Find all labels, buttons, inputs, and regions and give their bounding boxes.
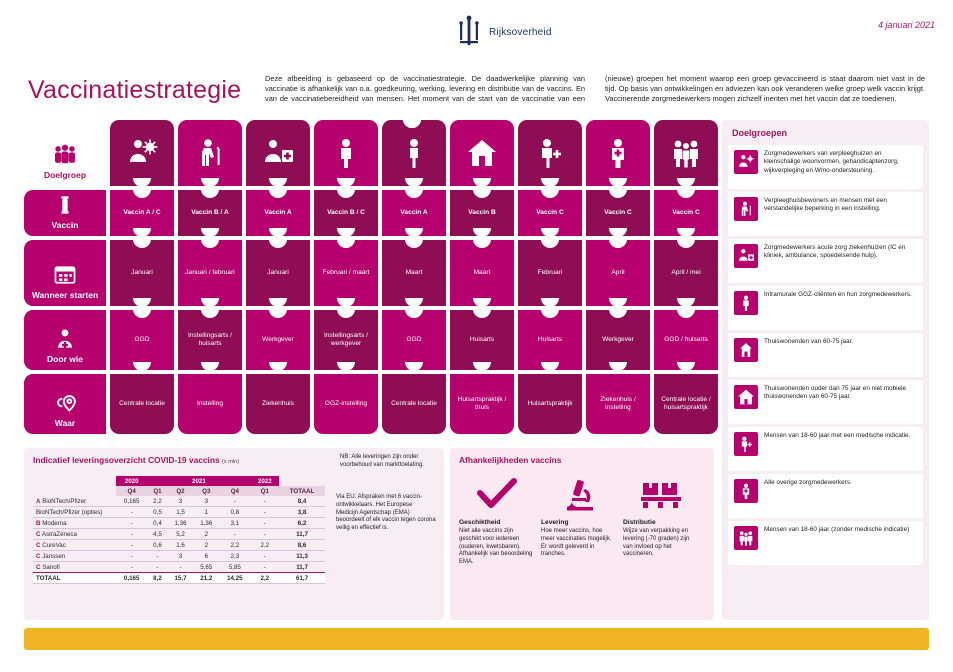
cell: 1,5 — [176, 508, 185, 516]
cell-total: 61,7 — [279, 573, 325, 584]
leveringen-note: NB: Alle leveringen zijn onder voorbehoud van markttoelating. — [340, 454, 425, 468]
cell: 3 — [178, 497, 183, 505]
doelgroep-text: Zorgmedewerkers van verpleeghuizen en kleinschalige woonvormen, gehandicaptenzorg, wijkverpleging en Wmo-ondersteuning. — [764, 150, 899, 174]
cell: 2,2 — [251, 573, 280, 584]
row-label-text: Door wie — [47, 354, 83, 364]
cell: - — [263, 552, 266, 560]
cell: - — [263, 497, 266, 505]
cell: - — [130, 541, 133, 549]
cell-text: Vaccin B — [468, 209, 496, 217]
row-name: BioNTech/Pfizer (opties) — [36, 508, 103, 516]
cell: 1,36 — [200, 519, 213, 527]
row-name: CureVac — [42, 541, 66, 549]
cell: 3 — [204, 497, 209, 505]
year-header: 2021 — [147, 476, 250, 486]
cell: 4,5 — [153, 530, 162, 538]
waar-cell — [246, 374, 310, 434]
row-label-text: Vaccin — [51, 220, 79, 230]
person-medical-icon — [533, 136, 567, 170]
cell: - — [130, 552, 133, 560]
cell-total: 11,7 — [296, 563, 308, 571]
vaccin-cell — [110, 190, 174, 236]
rijksoverheid-logo — [455, 14, 575, 50]
row-name: AstraZeneca — [41, 530, 77, 538]
cell-total: 8,4 — [297, 497, 307, 505]
row-tag: C — [36, 563, 41, 571]
afhankelijkheid-item — [623, 471, 699, 567]
wanneer-cell — [246, 240, 310, 306]
row-name: BioNTech/Pfizer — [42, 497, 87, 505]
matrix-column — [654, 120, 718, 434]
cell-text: Januari — [267, 269, 289, 277]
doelgroep-text: Thuiswonenden van 60-75 jaar. — [764, 338, 854, 345]
cell-text: Centrale locatie — [391, 400, 437, 408]
doelgroep-item — [728, 474, 923, 518]
doelgroep-text: Alle overige zorgmedewerkers. — [764, 479, 852, 486]
cell-text: Maart — [473, 269, 491, 277]
intro-paragraph: Deze afbeelding is gebaseerd op de vaccinatiestrategie. De daadwerkelijke planning van vaccinatie is afhankelijk van o.a. goedkeuring, werking, levering en distributie van de vaccins. En van de vaccinatiebereidheid van mensen. Het moment van de start van de vaccinatie van een (nieuwe) groepen het moment waarop een groep gevaccineerd is staat daarom niet vast in de tijd. Op basis van ontwikkelingen en adviezen kan ook veranderen welke groep welk vaccin krijgt. Vaccinerende zorgmedewerkers mogen zichzelf inenten met het vaccin dat ze toedienen. — [265, 74, 925, 104]
cell: 8,2 — [147, 573, 167, 584]
nurse-hospital-icon — [261, 136, 295, 170]
cell: 3,1 — [230, 519, 240, 527]
cell: - — [130, 519, 133, 527]
total-header: TOTAAL — [279, 486, 325, 496]
doelgroep-item — [728, 239, 923, 283]
row-name: Moderna — [42, 519, 67, 527]
matrix-column — [382, 120, 446, 434]
vaccin-cell — [314, 190, 378, 236]
pallet-box-icon — [623, 471, 699, 517]
leveringen-side-note: Via EU: Afspraken met 6 vaccin-ontwikkelaars. Het Europese Medicijn Agentschap (EMA) beoordeelt of elk vaccin tegen corona veilig en effectief is. — [336, 494, 436, 532]
cell-text: Vaccin A / C — [123, 209, 161, 217]
leveringen-table — [33, 476, 325, 584]
table-row — [33, 551, 325, 562]
nurse-virus-icon — [734, 150, 758, 174]
leveringen-title-sub: (x mln) — [221, 459, 240, 465]
gov-logo-text: Rijksoverheid — [489, 26, 552, 38]
vaccin-cell — [518, 190, 582, 236]
quarter-header: Q1 — [147, 486, 167, 496]
doelgroep-text: Thuiswonenden ouder dan 75 jaar en niet mobiele thuiswonenden van 60-75 jaar. — [764, 385, 907, 401]
people-group-icon — [734, 526, 758, 550]
waar-cell — [518, 374, 582, 434]
row-tag: A — [36, 497, 41, 505]
doelgroep-text: Zorgmedewerkers acute zorg ziekenhuizen (IC en kliniek, ambulance, spoedeisende hulp). — [764, 244, 906, 260]
nurse-virus-icon — [125, 136, 159, 170]
doelgroep-item — [728, 286, 923, 330]
person-standing-icon — [397, 136, 431, 170]
row-label-doelgroep — [24, 120, 106, 186]
row-label-text: Doelgroep — [43, 170, 87, 180]
matrix-column — [178, 120, 242, 434]
waar-cell — [110, 374, 174, 434]
total-label: TOTAAL — [33, 573, 116, 584]
afhankelijkheid-item — [541, 471, 617, 567]
column-icon-cell — [654, 120, 718, 186]
table-row — [33, 518, 325, 529]
publication-date: 4 januari 2021 — [877, 20, 935, 30]
doelgroep-text: Intramurale GGZ-cliënten en hun zorgmedewerkers. — [764, 291, 912, 298]
vaccin-cell — [178, 190, 242, 236]
row-label-text: Wanneer starten — [31, 290, 99, 300]
cell: 0,165 — [123, 497, 140, 505]
cell: - — [156, 552, 159, 560]
person-ggz-icon — [734, 291, 758, 315]
leveringen-panel — [24, 448, 444, 620]
cell-text: Werkgever — [602, 336, 634, 344]
cell-text: Januari — [131, 269, 153, 277]
doelgroep-text: Mensen van 18-60 jaar met een medische indicatie. — [764, 432, 911, 439]
row-tag: C — [36, 530, 41, 538]
matrix-column — [586, 120, 650, 434]
matrix-columns — [110, 120, 714, 434]
column-icon-cell — [314, 120, 378, 186]
row-tag: B — [36, 519, 41, 527]
waar-cell — [314, 374, 378, 434]
matrix-column — [314, 120, 378, 434]
doelgroep-item — [728, 192, 923, 236]
vaccin-cell — [382, 190, 446, 236]
vaccin-cell — [246, 190, 310, 236]
footer-bar — [24, 628, 929, 650]
cell: 1 — [204, 508, 209, 516]
cell-text: Vaccin A — [264, 209, 292, 217]
page-title: Vaccinatiestrategie — [28, 76, 242, 104]
doelgroep-item — [728, 145, 923, 189]
column-icon-cell — [450, 120, 514, 186]
row-label-doorwie — [24, 310, 106, 370]
cell: - — [263, 508, 266, 516]
cell: 0,165 — [116, 573, 147, 584]
waar-cell — [382, 374, 446, 434]
doelgroepen-panel — [722, 120, 929, 620]
table-total-row — [33, 573, 325, 584]
elderly-cane-icon — [193, 136, 227, 170]
care-worker-icon — [734, 479, 758, 503]
waar-cell — [178, 374, 242, 434]
matrix-column — [246, 120, 310, 434]
cell-text: Centrale locatie — [119, 400, 165, 408]
doorwie-cell — [178, 310, 242, 370]
care-worker-icon — [601, 136, 635, 170]
cell: 2,2 — [153, 497, 162, 505]
doctor-icon — [52, 327, 78, 351]
cell: 21,2 — [193, 573, 219, 584]
quarter-header: Q2 — [168, 486, 194, 496]
cell-total: 8,6 — [297, 541, 307, 549]
cell: - — [179, 563, 182, 571]
afhankelijkheden-title: Afhankelijkheden vaccins — [459, 455, 562, 465]
cell-text: Vaccin A — [400, 209, 428, 217]
cell: 2,3 — [230, 552, 240, 560]
cell-text: Instelling — [196, 400, 224, 408]
wanneer-cell — [382, 240, 446, 306]
cell-text: Huisartspraktijk / thuis — [457, 396, 507, 411]
cell-total: 3,8 — [297, 508, 307, 516]
cell: 1,36 — [174, 519, 187, 527]
waar-cell — [586, 374, 650, 434]
cell-text: Vaccin B / C — [327, 209, 365, 217]
year-header: 2022 — [251, 476, 280, 486]
doelgroep-text: Verpleeghuisbewoners en mensen met een verstandelijke beperking in een instelling. — [764, 197, 887, 213]
vaccin-cell — [586, 190, 650, 236]
column-icon-cell — [246, 120, 310, 186]
cell-text: Instellingsarts / huisarts — [188, 332, 232, 347]
cell-text: Huisarts — [537, 336, 563, 344]
table-row — [33, 507, 325, 518]
quarter-header: Q1 — [251, 486, 280, 496]
people-group-icon — [669, 136, 703, 170]
person-standing-icon — [734, 338, 758, 362]
quarter-header: Q3 — [193, 486, 219, 496]
afhankelijkheden-panel — [450, 448, 714, 620]
waar-cell — [450, 374, 514, 434]
afhankelijkheid-text: Hoe meer vaccins, hoe meer vaccinaties mogelijk. Er wordt geleverd in tranches. — [541, 528, 612, 558]
cell-total: 11,7 — [296, 530, 308, 538]
doelgroepen-title: Doelgroepen — [732, 128, 788, 138]
vaccin-cell — [450, 190, 514, 236]
microscope-icon — [541, 471, 617, 517]
cell-text: Huisarts — [469, 336, 495, 344]
doorwie-cell — [246, 310, 310, 370]
wanneer-cell — [110, 240, 174, 306]
cell: 1,6 — [176, 541, 185, 549]
cell: - — [233, 497, 236, 505]
group-people-icon — [52, 143, 78, 167]
row-label-waar — [24, 374, 106, 434]
cell: - — [263, 519, 266, 527]
elderly-cane-icon — [734, 197, 758, 221]
cell-text: GGD — [134, 336, 150, 344]
cell: 5,2 — [176, 530, 185, 538]
cell: 5,85 — [228, 563, 241, 571]
doelgroep-item — [728, 333, 923, 377]
cell: - — [130, 563, 133, 571]
wanneer-cell — [178, 240, 242, 306]
matrix-column — [110, 120, 174, 434]
doelgroep-item — [728, 427, 923, 471]
house-home-icon — [734, 385, 758, 409]
cell-text: Januari / februari — [185, 269, 235, 277]
person-medical-icon — [734, 432, 758, 456]
table-row — [33, 529, 325, 540]
doorwie-cell — [518, 310, 582, 370]
cell: - — [233, 530, 236, 538]
afhankelijkheid-heading: Levering — [541, 519, 569, 526]
cell-text: Centrale locatie / huisartspraktijk — [661, 396, 711, 411]
table-row — [33, 562, 325, 573]
cell-text: GGZ-instelling — [324, 400, 368, 408]
house-home-icon — [465, 136, 499, 170]
cell-text: Vaccin C — [604, 209, 632, 217]
column-icon-cell — [586, 120, 650, 186]
cell-text: GGD / huisarts — [664, 336, 708, 344]
wanneer-cell — [518, 240, 582, 306]
afhankelijkheid-heading: Distributie — [623, 519, 656, 526]
column-icon-cell — [518, 120, 582, 186]
row-tag: C — [36, 552, 41, 560]
cell: - — [130, 530, 133, 538]
matrix-column — [450, 120, 514, 434]
cell-total: 11,3 — [296, 552, 308, 560]
cell-text: Vaccin C — [536, 209, 564, 217]
row-tag: C — [36, 541, 41, 549]
doorwie-cell — [450, 310, 514, 370]
afhankelijkheid-text: Niet alle vaccins zijn geschikt voor iedereen (ouderen, kwetsbaren). Afhankelijk van beoordeling EMA. — [459, 528, 533, 566]
cell: 6 — [204, 552, 209, 560]
table-year-header-row — [33, 476, 325, 486]
cell: 2 — [204, 530, 209, 538]
calendar-icon — [52, 263, 78, 287]
cell-text: Februari — [537, 269, 563, 277]
strategy-matrix — [24, 120, 714, 440]
column-icon-cell — [110, 120, 174, 186]
cell-text: April / mei — [671, 269, 701, 277]
cell-text: Maart — [405, 269, 423, 277]
nurse-hospital-icon — [734, 244, 758, 268]
table-quarter-header-row — [33, 486, 325, 496]
cell: 2 — [204, 541, 209, 549]
cell: 3 — [178, 552, 183, 560]
year-header: 2020 — [116, 476, 147, 486]
cell: 2,2 — [230, 541, 240, 549]
cell: - — [156, 563, 159, 571]
leveringen-title-text: Indicatief leveringsoverzicht COVID-19 vaccins — [33, 455, 220, 465]
matrix-row-labels — [24, 120, 106, 434]
doorwie-cell — [110, 310, 174, 370]
row-label-vaccin — [24, 190, 106, 236]
cell: - — [263, 563, 266, 571]
vaccin-cell — [654, 190, 718, 236]
cell: 0,6 — [153, 541, 162, 549]
matrix-column — [518, 120, 582, 434]
doorwie-cell — [586, 310, 650, 370]
doelgroep-text: Mensen van 18-60 jaar (zonder medische indicatie) — [764, 526, 910, 533]
cell: 2,2 — [260, 541, 270, 549]
doorwie-cell — [314, 310, 378, 370]
cell-text: Ziekenhuis — [262, 400, 294, 408]
row-name: Sanofi — [42, 563, 60, 571]
quarter-header: Q4 — [219, 486, 250, 496]
column-icon-cell — [178, 120, 242, 186]
cell-text: Instellingsarts / werkgever — [324, 332, 368, 347]
afhankelijkheid-heading: Geschiktheid — [459, 519, 501, 526]
waar-cell — [654, 374, 718, 434]
wanneer-cell — [314, 240, 378, 306]
cell: 5,65 — [200, 563, 213, 571]
checkmark-icon — [459, 471, 535, 517]
cell-total: 6,2 — [297, 519, 307, 527]
wanneer-cell — [654, 240, 718, 306]
wanneer-cell — [450, 240, 514, 306]
table-row — [33, 496, 325, 507]
column-icon-cell — [382, 120, 446, 186]
row-label-text: Waar — [54, 418, 76, 428]
gov-crest-icon — [455, 15, 483, 49]
doelgroep-item — [728, 380, 923, 424]
afhankelijkheid-item — [459, 471, 535, 567]
doorwie-cell — [382, 310, 446, 370]
cell: 0,8 — [230, 508, 240, 516]
cell: - — [130, 508, 133, 516]
afhankelijkheid-text: Wijze van verpakking en levering (-70 graden) zijn van invloed op het vaccineren. — [623, 528, 690, 558]
cell: - — [263, 530, 266, 538]
table-row — [33, 540, 325, 551]
cell-text: April — [611, 269, 625, 277]
wanneer-cell — [586, 240, 650, 306]
cell-text: Vaccin B / A — [191, 209, 229, 217]
cell: 0,4 — [153, 519, 162, 527]
quarter-header: Q4 — [116, 486, 147, 496]
cell-text: Werkgever — [262, 336, 294, 344]
location-pin-icon — [52, 391, 78, 415]
cell-text: GGD — [406, 336, 422, 344]
row-label-wanneer — [24, 240, 106, 306]
cell: 15,7 — [168, 573, 194, 584]
cell: 14,25 — [219, 573, 250, 584]
doorwie-cell — [654, 310, 718, 370]
cell-text: Februari / maart — [322, 269, 370, 277]
cell-text: Huisartspraktijk — [527, 400, 573, 408]
doelgroep-item — [728, 521, 923, 565]
cell: 0,5 — [153, 508, 162, 516]
vaccine-vial-icon — [52, 193, 78, 217]
person-ggz-icon — [329, 136, 363, 170]
cell-text: Ziekenhuis / instelling — [600, 396, 636, 411]
cell-text: Vaccin C — [672, 209, 700, 217]
row-name: Janssen — [42, 552, 66, 560]
